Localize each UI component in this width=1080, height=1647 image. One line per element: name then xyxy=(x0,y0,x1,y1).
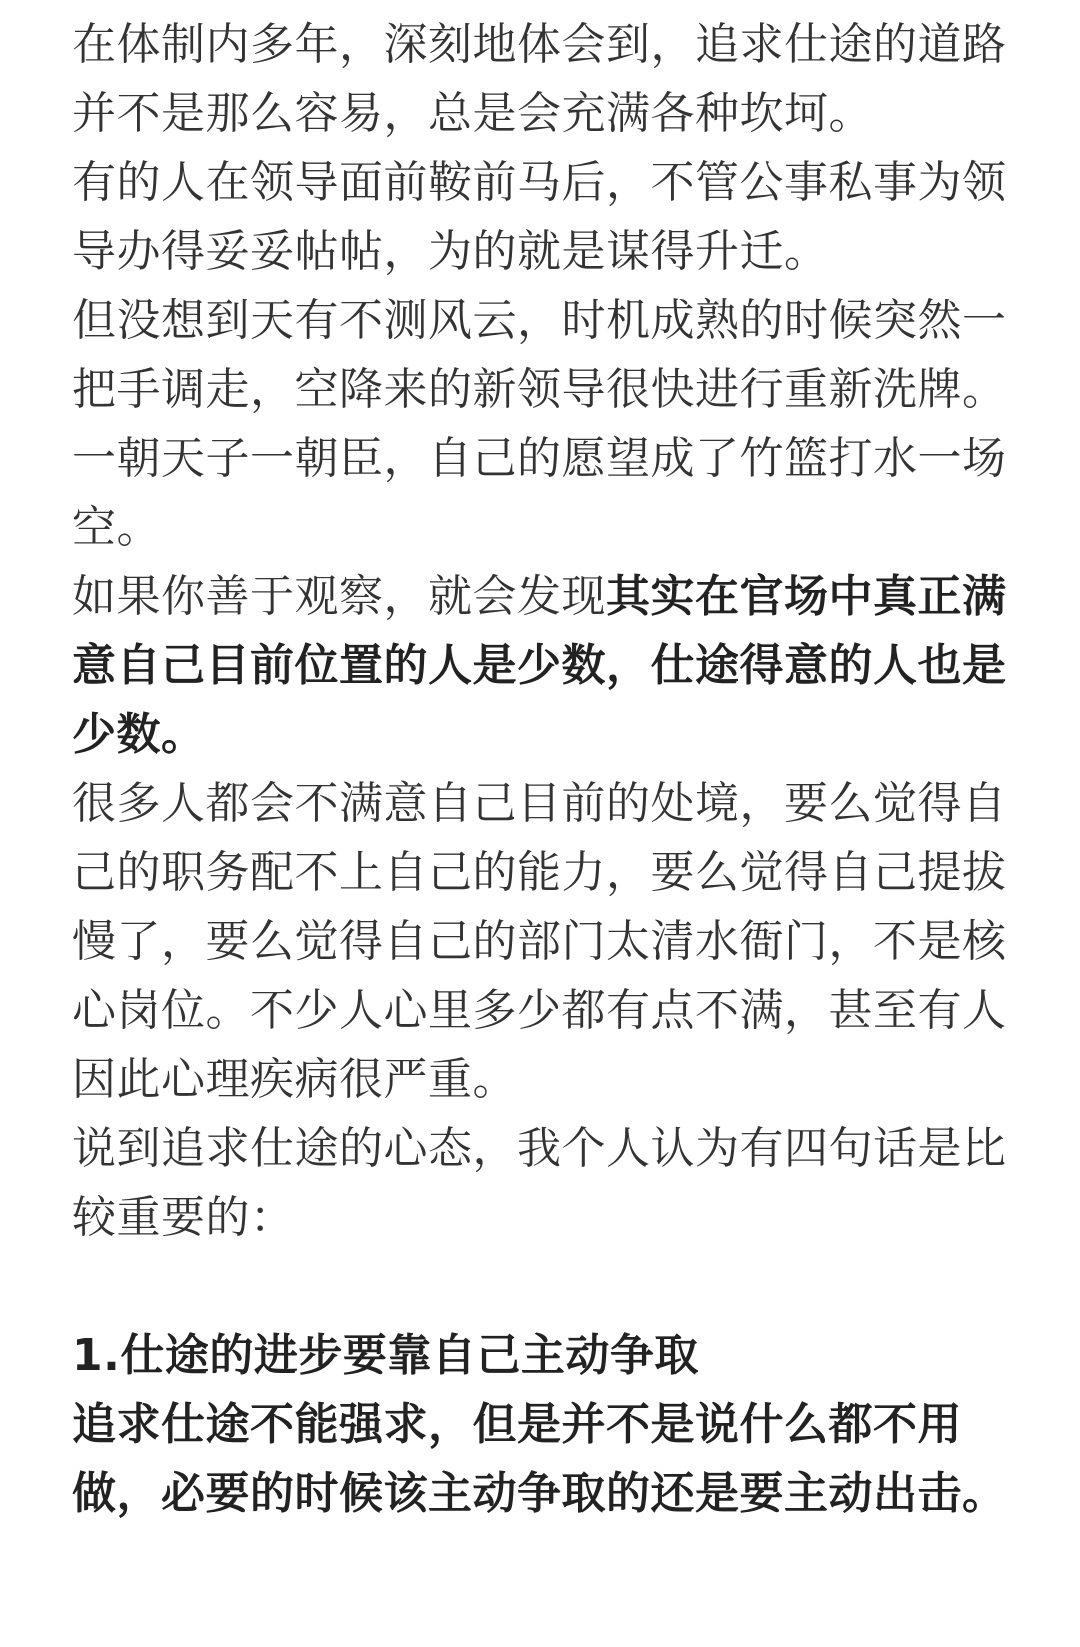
blank-line xyxy=(72,1252,1012,1321)
paragraph-promotion-effort: 有的人在领导面前鞍前马后，不管公事私事为领导办得妥妥帖帖，为的就是谋得升迁。 xyxy=(72,157,1007,277)
paragraph-leadership-change: 但没想到天有不测风云，时机成熟的时候突然一把手调走，空降来的新领导很快进行重新洗牌。一朝天子一朝臣，自己的愿望成了竹篮打水一场空。 xyxy=(72,295,1007,553)
paragraph-dissatisfaction: 很多人都会不满意自己目前的处境，要么觉得自己的职务配不上自己的能力，要么觉得自己提拔慢了，要么觉得自己的部门太清水衙门，不是核心岗位。不少人心里多少都有点不满，甚至有人因此心理疾病很严重。 xyxy=(72,778,1007,1105)
paragraph-intro: 在体制内多年，深刻地体会到，追求仕途的道路并不是那么容易，总是会充满各种坎坷。 xyxy=(72,19,1007,139)
section-1-heading: 1.仕途的进步要靠自己主动争取 xyxy=(72,1330,699,1381)
paragraph-observation xyxy=(72,562,1012,769)
observation-bold-text: 其实在官场中真正满意自己目前位置的人是少数，仕途得意的人也是少数。 xyxy=(72,571,1007,760)
observation-lead-text: 如果你善于观察，就会发现 xyxy=(72,571,606,622)
section-1-body: 追求仕途不能强求，但是并不是说什么都不用做，必要的时候该主动争取的还是要主动出击。 xyxy=(72,1399,1007,1519)
paragraph-four-sentences: 说到追求仕途的心态，我个人认为有四句话是比较重要的： xyxy=(72,1123,1007,1243)
